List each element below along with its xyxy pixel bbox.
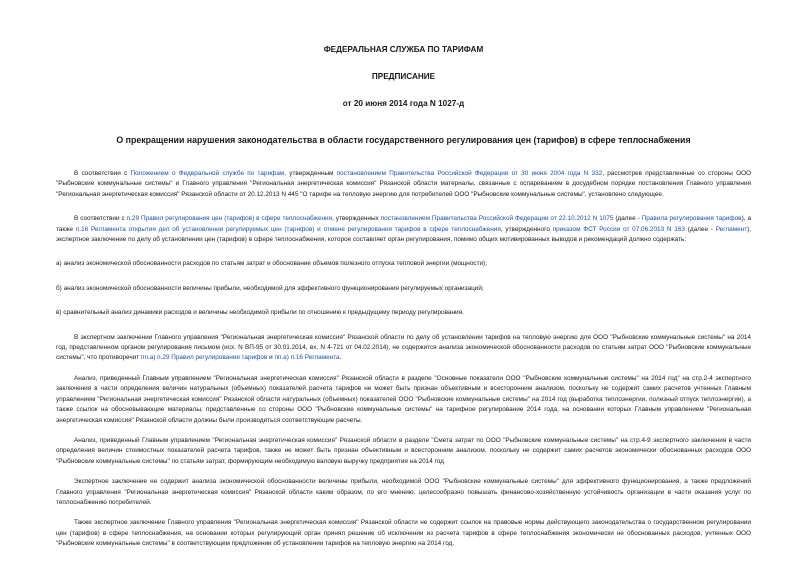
text: (далее - xyxy=(613,215,642,223)
text: ), а также xyxy=(56,215,752,233)
text: . xyxy=(339,354,342,362)
text: и xyxy=(267,354,275,362)
text: , утвержденных xyxy=(332,215,381,223)
agency-name: ФЕДЕРАЛЬНАЯ СЛУЖБА ПО ТАРИФАМ xyxy=(323,45,484,54)
paragraph-6: Экспертное заключение не содержит анализа экономической обоснованности величины прибыли, необходимой ООО "Рыбновские коммунальные системы" для эффективного функционирования, а также предложений Главного управления "Региональная энергетическая комиссия" Рязанской области каким образом, по его мнению, целесообразно повышать финансово-хозяйственную устойчивость организации в части оказания услуг по теплоснабжению потребителей. xyxy=(56,478,751,506)
list-item-a: а) анализ экономической обоснованности расходов по статьям затрат и обоснование объемов полезного отпуска тепловой энергии (мощности); xyxy=(56,260,487,268)
paragraph-5: Анализ, приведенный Главным управлением "Региональная энергетическая комиссия" Рязанской области в разделе "Смета затрат по ООО "Рыбновские коммунальные системы" на стр.4-9 экспертного заключения в части определения величин стоимостных показателей расчета тарифов, также не может быть признан объективным и всесторонним анализом, поскольку не содержит самих расчетов экономически обоснованных расходов ООО "Рыбновские коммунальные системы" по статьям затрат, формирующим необходимую валовую выручку предприятия на 2014 год. xyxy=(56,436,751,465)
link-tariff-rules[interactable]: Правила регулирования тарифов xyxy=(641,215,742,223)
paragraph-2 xyxy=(56,214,751,245)
link-regulation-fst[interactable]: Положением о Федеральной службе по тарифам xyxy=(130,170,285,177)
link-fst-order-163[interactable]: приказом ФСТ России от 07.06.2013 N 163 xyxy=(552,225,685,233)
paragraph-1 xyxy=(56,169,751,200)
text: , утвержденным xyxy=(284,170,337,177)
link-rules-p29[interactable]: п.29 Правил регулирования цен (тарифов) в сфере теплоснабжения xyxy=(126,215,333,223)
list-item-v: в) сравнительный анализ динамики расходов и величины необходимой прибыли по отношению к предыдущему периоду регулирования. xyxy=(56,309,464,317)
text: (далее - xyxy=(684,225,716,233)
text: В соответствии с xyxy=(74,215,127,223)
link-reglament-p16[interactable]: п.16 Регламента открытия дел об установлении регулируемых цен (тарифов) и отмене регулирования тарифов в сфере теплоснабжения xyxy=(75,225,501,233)
link-government-decree-1075[interactable]: постановлением Правительства Российской Федерации от 22.10.2012 N 1075 xyxy=(380,215,614,223)
paragraph-7: Также экспертное заключение Главного управления "Региональная энергетическая комиссия" Рязанской области не содержит ссылок на правовые нормы действующего законодательства о государственном регулировании цен (тарифов) в сфере теплоснабжения, на основании которых регулирующий орган принял решение об исключении из расчета тарифов в сфере теплоснабжения экономически не обоснованных расходов, учтенных ООО "Рыбновские коммунальные системы" в соответствующем предложении об установлении тарифов на тепловую энергию на 2014 год. xyxy=(56,519,751,548)
document-title: О прекращении нарушения законодательства в области государственного регулирования цен (тарифов) в сфере теплоснабжения xyxy=(116,135,691,145)
text: В экспертном заключении Главного управления "Региональная энергетическая комиссия" Рязанской области по делу об установлении тарифов на тепловую энергию для ООО "Рыбновские коммунальные системы" на 2014 год, представленном органом регулирования письмом (исх. N ВП-95 от 30.01.2014, вх. N 4-721 от 04.02.2014), не содержится анализа экономической обоснованности расходов по статьям затрат ООО "Рыбновские коммунальные системы", что противоречит xyxy=(56,333,751,362)
document-date-number: от 20 июня 2014 года N 1027-д xyxy=(342,99,465,108)
paragraph-3 xyxy=(56,333,751,364)
document-type: ПРЕДПИСАНИЕ xyxy=(371,72,436,81)
paragraph-4: Анализ, приведенный Главным управлением "Региональная энергетическая комиссия" Рязанской области в разделе "Основные показатели ООО "Рыбновские коммунальные системы" на 2014 год" на стр.2-4 экспертного заключения в части определения величин натуральных (объемных) показателей расчета тарифов не может быть признан объективным и всесторонним анализом, поскольку не содержит самих расчетов учтенных Главным управлением "Региональная энергетическая комиссия" Рязанской области натуральных (объемных) показателей ООО "Рыбновские коммунальные системы" на 2014 год (выработка теплоэнергии, полезный отпуск теплоэнергии), а также ссылок на обосновывающие материалы, представленные со стороны ООО "Рыбновские коммунальные системы" на тарифное регулирование 2014 года, на основании которых Главным управлением "Региональная энергетическая комиссия" Рязанской области должны были производиться соответствующие расчеты. xyxy=(56,374,751,424)
text: В соответствии с xyxy=(74,170,131,177)
text: , утвержденного xyxy=(500,225,553,233)
link-reglament[interactable]: Регламент xyxy=(715,225,748,233)
link-rules-p29a[interactable]: пп.а) п.29 Правил регулирования тарифов xyxy=(141,354,268,362)
link-government-decree-332[interactable]: постановлением Правительства Российской Федерации от 30 июня 2004 года N 332 xyxy=(336,170,603,177)
text: ), экспертное заключение по делу об установлении цен (тарифов) в сфере теплоснабжения, которое составляет орган регулирования, помимо общих мотивированных выводов и рекомендаций должно содержать: xyxy=(56,225,752,244)
link-reglament-p16a[interactable]: пп.а) п.16 Регламента xyxy=(274,354,340,362)
text: , рассмотрев представленные со стороны ООО "Рыбновские коммунальные системы" и Главного управления "Региональная энергетическая комиссия" Рязанской области материалы, связанные с оспариванием в досудебном порядке постановления Главного управления "Региональная энергетическая комиссия" Рязанской области от 20.12.2013 N 445 "О тарифе на тепловую энергию для потребителей ООО "Рыбновские коммунальные системы", установлено следующее. xyxy=(56,170,752,198)
list-item-b: б) анализ экономической обоснованности величины прибыли, необходимой для эффективного функционирования регулируемых организаций; xyxy=(56,284,484,292)
